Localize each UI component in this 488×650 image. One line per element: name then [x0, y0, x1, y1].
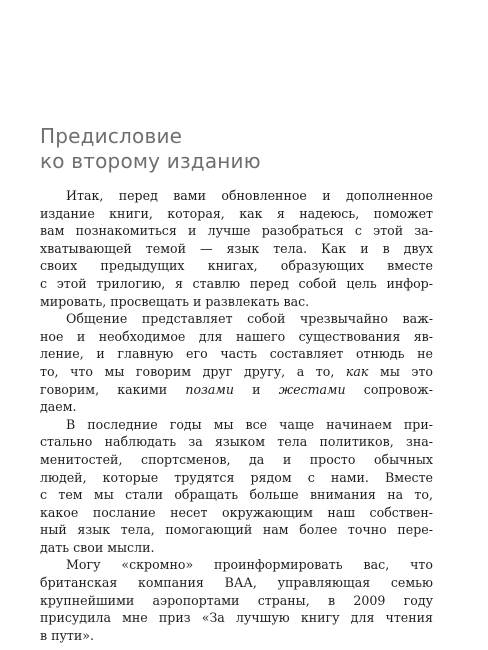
text-run: мировать, просвещать и развлекать вас. [40, 293, 310, 309]
text-line [40, 381, 433, 399]
text-line [40, 222, 433, 240]
text-run: крупнейшими аэропортами страны, в 2009 году [40, 592, 433, 608]
text-line [40, 469, 433, 487]
text-run: Могу «скромно» проинформировать вас, что [66, 557, 433, 573]
text-run: британская компания ВАА, управляющая семью [40, 575, 433, 591]
text-run: даем. [40, 399, 77, 415]
text-run: своих предыдущих книгах, образующих вместе [40, 258, 433, 274]
paragraph [40, 416, 433, 557]
chapter-heading-line-2: ко второму изданию [40, 149, 261, 173]
text-line [40, 363, 433, 381]
text-line [40, 504, 433, 522]
paragraph [40, 556, 433, 644]
text-run: Общение представляет собой чрезвычайно важ- [66, 311, 433, 327]
text-run: какое послание несет окружающим наш собствен- [40, 504, 433, 520]
text-run: присудила мне приз «За лучшую книгу для чтения [40, 610, 433, 626]
text-line [40, 627, 433, 645]
paragraph [40, 187, 433, 310]
italic-text: позами [185, 381, 234, 397]
text-run: стально наблюдать за языком тела политиков, зна- [40, 434, 433, 450]
italic-text: как [345, 363, 369, 379]
text-line [40, 556, 433, 574]
paragraph [40, 310, 433, 416]
chapter-heading [40, 124, 261, 174]
text-run: мы это [368, 363, 433, 379]
text-run: хватывающей темой — язык тела. Как и в двух [40, 240, 433, 256]
text-line [40, 240, 433, 258]
text-run: Итак, перед вами обновленное и дополненное [66, 188, 433, 203]
italic-text: жестами [278, 381, 346, 397]
text-line [40, 486, 433, 504]
text-line [40, 310, 433, 328]
text-run: говорим, какими [40, 381, 186, 397]
text-run: ление, и главную его часть составляет отнюдь не [40, 346, 433, 362]
body-text [40, 187, 433, 644]
text-line [40, 521, 433, 539]
text-line [40, 539, 433, 557]
text-run: в пути». [40, 627, 94, 643]
text-line [40, 398, 433, 416]
text-line [40, 433, 433, 451]
text-run: ное и необходимое для нашего существования яв- [40, 328, 433, 344]
text-line [40, 328, 433, 346]
text-line [40, 574, 433, 592]
text-line [40, 187, 433, 205]
text-line [40, 275, 433, 293]
chapter-heading-line-1: Предисловие [40, 124, 183, 148]
text-line [40, 451, 433, 469]
text-run: сопровож- [345, 381, 433, 397]
text-run: с тем мы стали обращать больше внимания на то, [40, 487, 433, 503]
text-line [40, 257, 433, 275]
text-run: вам познакомиться и лучше разобраться с этой за- [40, 223, 433, 239]
text-run: людей, которые трудятся рядом с нами. Вместе [40, 469, 433, 485]
text-line [40, 345, 433, 363]
text-run: с этой трилогию, я ставлю перед собой цель инфор- [40, 275, 433, 291]
text-line [40, 416, 433, 434]
text-line [40, 293, 433, 311]
text-run: В последние годы мы все чаще начинаем при- [66, 416, 433, 432]
text-run: менитостей, спортсменов, да и просто обычных [40, 451, 433, 467]
text-line [40, 609, 433, 627]
text-run: и [233, 381, 279, 397]
text-run: издание книги, которая, как я надеюсь, поможет [40, 205, 433, 221]
text-run: то, что мы говорим друг другу, а то, [40, 363, 346, 379]
text-line [40, 205, 433, 223]
text-run: ный язык тела, помогающий нам более точно пере- [40, 522, 433, 538]
text-line [40, 592, 433, 610]
text-run: дать свои мысли. [40, 539, 155, 555]
